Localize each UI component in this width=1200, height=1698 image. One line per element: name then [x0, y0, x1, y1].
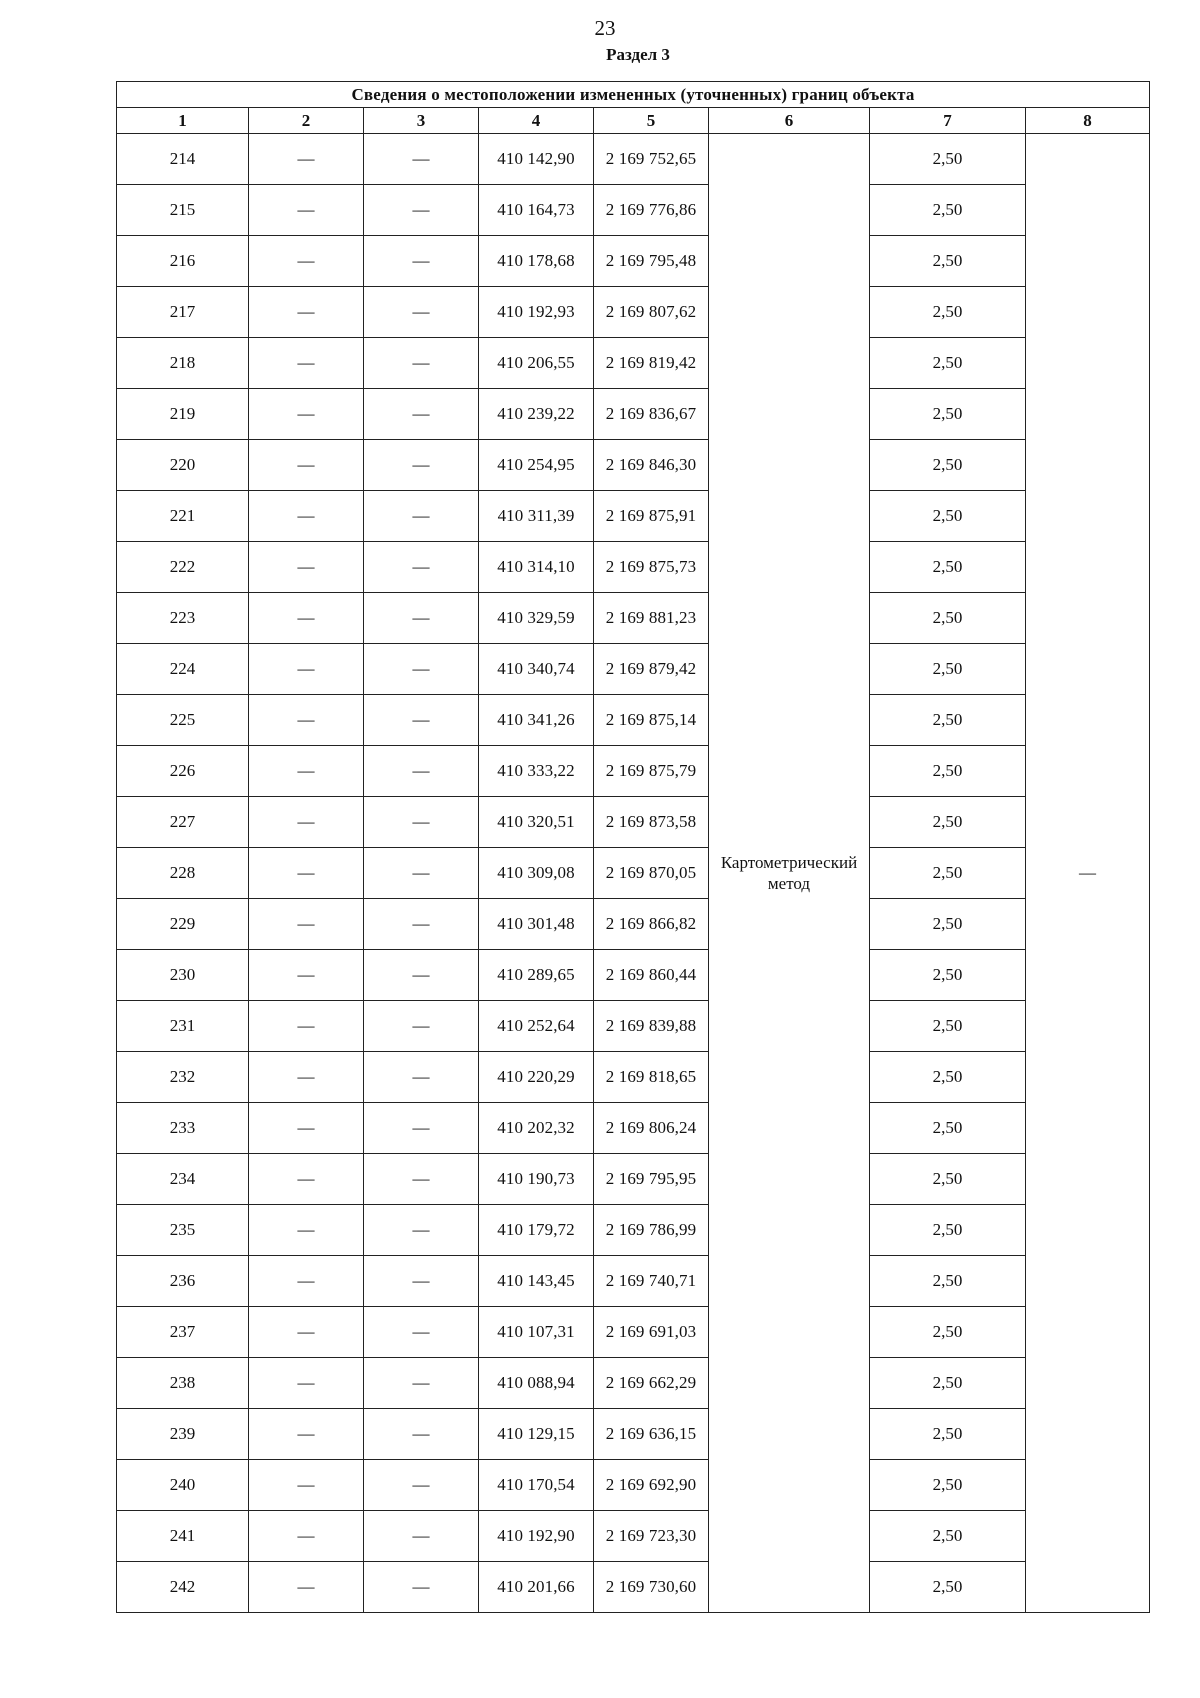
accuracy-cell: 2,50 [870, 1358, 1026, 1409]
column-2-cell: — [249, 593, 364, 644]
y-coordinate-cell: 2 169 866,82 [594, 899, 709, 950]
column-3-cell: — [364, 1052, 479, 1103]
y-coordinate-cell: 2 169 740,71 [594, 1256, 709, 1307]
x-coordinate-cell: 410 088,94 [479, 1358, 594, 1409]
point-number-cell: 230 [117, 950, 249, 1001]
y-coordinate-cell: 2 169 875,14 [594, 695, 709, 746]
point-number-cell: 232 [117, 1052, 249, 1103]
accuracy-cell: 2,50 [870, 287, 1026, 338]
column-3-cell: — [364, 593, 479, 644]
column-2-cell: — [249, 797, 364, 848]
accuracy-cell: 2,50 [870, 1154, 1026, 1205]
y-coordinate-cell: 2 169 836,67 [594, 389, 709, 440]
y-coordinate-cell: 2 169 806,24 [594, 1103, 709, 1154]
y-coordinate-cell: 2 169 819,42 [594, 338, 709, 389]
accuracy-cell: 2,50 [870, 185, 1026, 236]
column-2-cell: — [249, 1409, 364, 1460]
column-3-cell: — [364, 1409, 479, 1460]
accuracy-cell: 2,50 [870, 746, 1026, 797]
accuracy-cell: 2,50 [870, 134, 1026, 185]
column-2-cell: — [249, 389, 364, 440]
point-number-cell: 220 [117, 440, 249, 491]
accuracy-cell: 2,50 [870, 1460, 1026, 1511]
x-coordinate-cell: 410 329,59 [479, 593, 594, 644]
table-row [117, 1256, 1150, 1307]
accuracy-cell: 2,50 [870, 695, 1026, 746]
table-row [117, 746, 1150, 797]
table-row [117, 1460, 1150, 1511]
y-coordinate-cell: 2 169 873,58 [594, 797, 709, 848]
column-3-cell: — [364, 950, 479, 1001]
point-number-cell: 222 [117, 542, 249, 593]
column-2-cell: — [249, 1511, 364, 1562]
y-coordinate-cell: 2 169 795,95 [594, 1154, 709, 1205]
column-2-cell: — [249, 695, 364, 746]
x-coordinate-cell: 410 192,93 [479, 287, 594, 338]
accuracy-cell: 2,50 [870, 491, 1026, 542]
y-coordinate-cell: 2 169 875,73 [594, 542, 709, 593]
x-coordinate-cell: 410 202,32 [479, 1103, 594, 1154]
column-3-cell: — [364, 695, 479, 746]
point-number-cell: 236 [117, 1256, 249, 1307]
y-coordinate-cell: 2 169 846,30 [594, 440, 709, 491]
point-number-cell: 216 [117, 236, 249, 287]
table-row [117, 899, 1150, 950]
x-coordinate-cell: 410 309,08 [479, 848, 594, 899]
accuracy-cell: 2,50 [870, 593, 1026, 644]
table-row [117, 1205, 1150, 1256]
table-row [117, 1511, 1150, 1562]
point-number-cell: 233 [117, 1103, 249, 1154]
column-3-cell: — [364, 236, 479, 287]
accuracy-cell: 2,50 [870, 1307, 1026, 1358]
column-2-cell: — [249, 1154, 364, 1205]
column-3-cell: — [364, 542, 479, 593]
point-number-cell: 235 [117, 1205, 249, 1256]
y-coordinate-cell: 2 169 752,65 [594, 134, 709, 185]
accuracy-cell: 2,50 [870, 1256, 1026, 1307]
y-coordinate-cell: 2 169 879,42 [594, 644, 709, 695]
x-coordinate-cell: 410 289,65 [479, 950, 594, 1001]
x-coordinate-cell: 410 341,26 [479, 695, 594, 746]
column-3-cell: — [364, 1562, 479, 1613]
x-coordinate-cell: 410 143,45 [479, 1256, 594, 1307]
column-3-cell: — [364, 797, 479, 848]
column-3-cell: — [364, 848, 479, 899]
column-number: 5 [594, 108, 709, 134]
table-row [117, 338, 1150, 389]
point-number-cell: 234 [117, 1154, 249, 1205]
point-number-cell: 227 [117, 797, 249, 848]
column-2-cell: — [249, 950, 364, 1001]
column-number-row [117, 108, 1150, 134]
table-row [117, 644, 1150, 695]
point-number-cell: 221 [117, 491, 249, 542]
x-coordinate-cell: 410 333,22 [479, 746, 594, 797]
point-number-cell: 240 [117, 1460, 249, 1511]
column-2-cell: — [249, 542, 364, 593]
x-coordinate-cell: 410 340,74 [479, 644, 594, 695]
column-2-cell: — [249, 440, 364, 491]
x-coordinate-cell: 410 170,54 [479, 1460, 594, 1511]
column-number: 6 [709, 108, 870, 134]
column-number: 2 [249, 108, 364, 134]
column-3-cell: — [364, 1460, 479, 1511]
point-number-cell: 223 [117, 593, 249, 644]
column-2-cell: — [249, 236, 364, 287]
accuracy-cell: 2,50 [870, 1001, 1026, 1052]
y-coordinate-cell: 2 169 786,99 [594, 1205, 709, 1256]
column-3-cell: — [364, 338, 479, 389]
accuracy-cell: 2,50 [870, 389, 1026, 440]
accuracy-cell: 2,50 [870, 644, 1026, 695]
point-number-cell: 231 [117, 1001, 249, 1052]
y-coordinate-cell: 2 169 875,79 [594, 746, 709, 797]
table-row [117, 1409, 1150, 1460]
y-coordinate-cell: 2 169 818,65 [594, 1052, 709, 1103]
column-3-cell: — [364, 134, 479, 185]
table-row [117, 491, 1150, 542]
table-row [117, 1103, 1150, 1154]
accuracy-cell: 2,50 [870, 1052, 1026, 1103]
column-2-cell: — [249, 1103, 364, 1154]
column-2-cell: — [249, 644, 364, 695]
accuracy-cell: 2,50 [870, 236, 1026, 287]
x-coordinate-cell: 410 220,29 [479, 1052, 594, 1103]
y-coordinate-cell: 2 169 795,48 [594, 236, 709, 287]
column-2-cell: — [249, 848, 364, 899]
column-3-cell: — [364, 1511, 479, 1562]
method-cell: Картометрический метод [709, 134, 870, 1613]
column-2-cell: — [249, 1256, 364, 1307]
column-2-cell: — [249, 491, 364, 542]
table-row [117, 542, 1150, 593]
y-coordinate-cell: 2 169 870,05 [594, 848, 709, 899]
table-row [117, 1001, 1150, 1052]
table-body [117, 134, 1150, 1613]
column-2-cell: — [249, 746, 364, 797]
column-2-cell: — [249, 134, 364, 185]
x-coordinate-cell: 410 301,48 [479, 899, 594, 950]
column-3-cell: — [364, 389, 479, 440]
column-3-cell: — [364, 899, 479, 950]
accuracy-cell: 2,50 [870, 1409, 1026, 1460]
table-row [117, 134, 1150, 185]
column-3-cell: — [364, 491, 479, 542]
y-coordinate-cell: 2 169 723,30 [594, 1511, 709, 1562]
column-2-cell: — [249, 185, 364, 236]
table-row [117, 389, 1150, 440]
accuracy-cell: 2,50 [870, 848, 1026, 899]
column-3-cell: — [364, 185, 479, 236]
x-coordinate-cell: 410 178,68 [479, 236, 594, 287]
column-3-cell: — [364, 1205, 479, 1256]
table-row [117, 950, 1150, 1001]
table-row [117, 1358, 1150, 1409]
x-coordinate-cell: 410 239,22 [479, 389, 594, 440]
table-caption: Сведения о местоположении измененных (уточненных) границ объекта [117, 82, 1150, 108]
y-coordinate-cell: 2 169 881,23 [594, 593, 709, 644]
section-title: Раздел 3 [606, 45, 670, 64]
x-coordinate-cell: 410 190,73 [479, 1154, 594, 1205]
table-row [117, 1307, 1150, 1358]
table-row [117, 185, 1150, 236]
accuracy-cell: 2,50 [870, 950, 1026, 1001]
x-coordinate-cell: 410 142,90 [479, 134, 594, 185]
column-3-cell: — [364, 440, 479, 491]
column-3-cell: — [364, 1256, 479, 1307]
point-number-cell: 215 [117, 185, 249, 236]
point-number-cell: 238 [117, 1358, 249, 1409]
point-number-cell: 237 [117, 1307, 249, 1358]
point-number-cell: 239 [117, 1409, 249, 1460]
point-number-cell: 219 [117, 389, 249, 440]
accuracy-cell: 2,50 [870, 440, 1026, 491]
point-number-cell: 242 [117, 1562, 249, 1613]
table-row [117, 440, 1150, 491]
table-row [117, 1052, 1150, 1103]
point-number-cell: 226 [117, 746, 249, 797]
page-number: 23 [594, 16, 616, 40]
column-2-cell: — [249, 1205, 364, 1256]
point-number-cell: 229 [117, 899, 249, 950]
column-3-cell: — [364, 644, 479, 695]
table-row [117, 1154, 1150, 1205]
accuracy-cell: 2,50 [870, 797, 1026, 848]
column-2-cell: — [249, 1052, 364, 1103]
column-2-cell: — [249, 1001, 364, 1052]
column-2-cell: — [249, 1460, 364, 1511]
table-row [117, 287, 1150, 338]
column-3-cell: — [364, 287, 479, 338]
column-2-cell: — [249, 1307, 364, 1358]
x-coordinate-cell: 410 201,66 [479, 1562, 594, 1613]
accuracy-cell: 2,50 [870, 338, 1026, 389]
table-row [117, 593, 1150, 644]
point-number-cell: 241 [117, 1511, 249, 1562]
accuracy-cell: 2,50 [870, 542, 1026, 593]
x-coordinate-cell: 410 311,39 [479, 491, 594, 542]
x-coordinate-cell: 410 179,72 [479, 1205, 594, 1256]
column-3-cell: — [364, 1154, 479, 1205]
y-coordinate-cell: 2 169 807,62 [594, 287, 709, 338]
x-coordinate-cell: 410 107,31 [479, 1307, 594, 1358]
column-2-cell: — [249, 287, 364, 338]
column-2-cell: — [249, 899, 364, 950]
column-3-cell: — [364, 746, 479, 797]
column-2-cell: — [249, 1562, 364, 1613]
x-coordinate-cell: 410 320,51 [479, 797, 594, 848]
column-number: 1 [117, 108, 249, 134]
y-coordinate-cell: 2 169 730,60 [594, 1562, 709, 1613]
column-8-cell: — [1026, 134, 1150, 1613]
point-number-cell: 218 [117, 338, 249, 389]
column-2-cell: — [249, 1358, 364, 1409]
y-coordinate-cell: 2 169 692,90 [594, 1460, 709, 1511]
y-coordinate-cell: 2 169 875,91 [594, 491, 709, 542]
y-coordinate-cell: 2 169 860,44 [594, 950, 709, 1001]
column-3-cell: — [364, 1358, 479, 1409]
table-row [117, 848, 1150, 899]
column-3-cell: — [364, 1001, 479, 1052]
table-row [117, 236, 1150, 287]
accuracy-cell: 2,50 [870, 899, 1026, 950]
x-coordinate-cell: 410 314,10 [479, 542, 594, 593]
column-number: 7 [870, 108, 1026, 134]
x-coordinate-cell: 410 192,90 [479, 1511, 594, 1562]
table-row [117, 1562, 1150, 1613]
point-number-cell: 217 [117, 287, 249, 338]
point-number-cell: 225 [117, 695, 249, 746]
point-number-cell: 214 [117, 134, 249, 185]
x-coordinate-cell: 410 206,55 [479, 338, 594, 389]
accuracy-cell: 2,50 [870, 1205, 1026, 1256]
column-2-cell: — [249, 338, 364, 389]
y-coordinate-cell: 2 169 636,15 [594, 1409, 709, 1460]
point-number-cell: 224 [117, 644, 249, 695]
column-3-cell: — [364, 1103, 479, 1154]
column-number: 3 [364, 108, 479, 134]
x-coordinate-cell: 410 252,64 [479, 1001, 594, 1052]
point-number-cell: 228 [117, 848, 249, 899]
x-coordinate-cell: 410 254,95 [479, 440, 594, 491]
x-coordinate-cell: 410 129,15 [479, 1409, 594, 1460]
table-row [117, 797, 1150, 848]
accuracy-cell: 2,50 [870, 1103, 1026, 1154]
boundary-coordinates-table [116, 81, 1150, 1613]
column-3-cell: — [364, 1307, 479, 1358]
column-number: 8 [1026, 108, 1150, 134]
y-coordinate-cell: 2 169 662,29 [594, 1358, 709, 1409]
column-number: 4 [479, 108, 594, 134]
accuracy-cell: 2,50 [870, 1511, 1026, 1562]
y-coordinate-cell: 2 169 691,03 [594, 1307, 709, 1358]
y-coordinate-cell: 2 169 776,86 [594, 185, 709, 236]
y-coordinate-cell: 2 169 839,88 [594, 1001, 709, 1052]
table-row [117, 695, 1150, 746]
accuracy-cell: 2,50 [870, 1562, 1026, 1613]
x-coordinate-cell: 410 164,73 [479, 185, 594, 236]
